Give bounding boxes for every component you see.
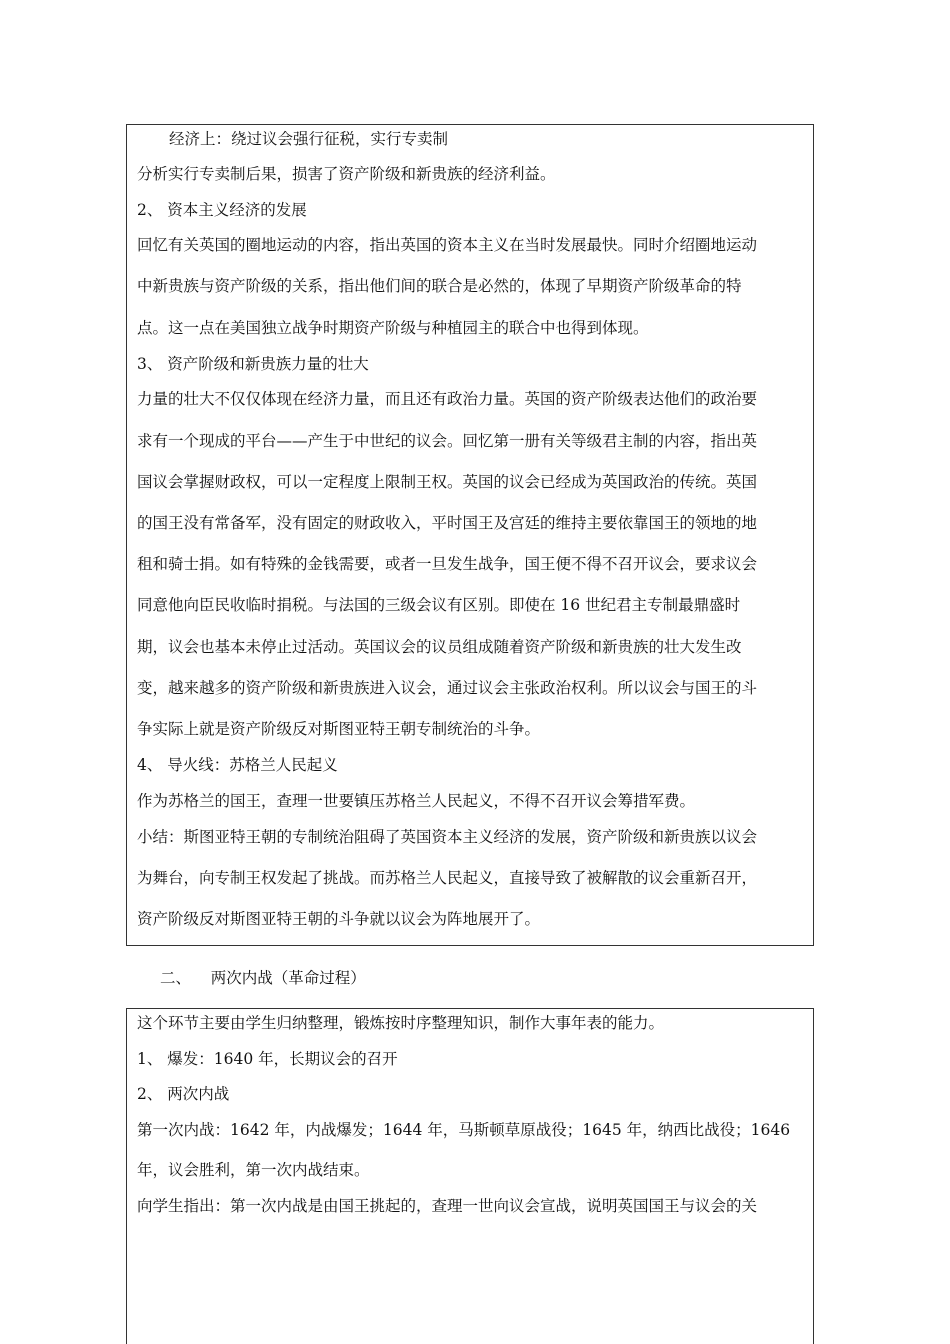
text-line: 第一次内战：1642 年，内战爆发；1644 年，马斯顿草原战役；1645 年，纳西比战役；1646 (137, 1121, 791, 1139)
text-line: 力量的壮大不仅仅体现在经济力量，而且还有政治力量。英国的资产阶级表达他们的政治要 (137, 390, 758, 408)
text-line: 2、 两次内战 (137, 1085, 230, 1103)
text-line: 期，议会也基本未停止过活动。英国议会的议员组成随着资产阶级和新贵族的壮大发生改 (137, 638, 742, 656)
text-line: 资产阶级反对斯图亚特王朝的斗争就以议会为阵地展开了。 (137, 910, 541, 928)
text-line: 经济上：绕过议会强行征税，实行专卖制 (169, 130, 449, 148)
text-line: 回忆有关英国的圈地运动的内容，指出英国的资本主义在当时发展最快。同时介绍圈地运动 (137, 236, 758, 254)
section-heading: 二、 两次内战（革命过程） (160, 969, 366, 987)
text-line: 作为苏格兰的国王，查理一世要镇压苏格兰人民起义，不得不召开议会筹措军费。 (137, 792, 696, 810)
content-box-2 (126, 1008, 814, 1344)
content-box-1 (126, 124, 814, 946)
text-line: 4、 导火线：苏格兰人民起义 (137, 756, 338, 774)
text-line: 小结：斯图亚特王朝的专制统治阻碍了英国资本主义经济的发展，资产阶级和新贵族以议会 (137, 828, 758, 846)
text-line: 为舞台，向专制王权发起了挑战。而苏格兰人民起义，直接导致了被解散的议会重新召开， (137, 869, 758, 887)
text-line: 3、 资产阶级和新贵族力量的壮大 (137, 355, 369, 373)
text-line: 的国王没有常备军，没有固定的财政收入，平时国王及宫廷的维持主要依靠国王的领地的地 (137, 514, 758, 532)
text-line: 2、 资本主义经济的发展 (137, 201, 307, 219)
text-line: 点。这一点在美国独立战争时期资产阶级与种植园主的联合中也得到体现。 (137, 319, 649, 337)
text-line: 年，议会胜利，第一次内战结束。 (137, 1161, 370, 1179)
text-line: 向学生指出：第一次内战是由国王挑起的，查理一世向议会宣战，说明英国国王与议会的关 (137, 1197, 758, 1215)
text-line: 国议会掌握财政权，可以一定程度上限制王权。英国的议会已经成为英国政治的传统。英国 (137, 473, 758, 491)
text-line: 中新贵族与资产阶级的关系，指出他们间的联合是必然的，体现了早期资产阶级革命的特 (137, 277, 742, 295)
text-line: 分析实行专卖制后果，损害了资产阶级和新贵族的经济利益。 (137, 165, 556, 183)
text-line: 变，越来越多的资产阶级和新贵族进入议会，通过议会主张政治权利。所以议会与国王的斗 (137, 679, 758, 697)
text-line: 这个环节主要由学生归纳整理，锻炼按时序整理知识，制作大事年表的能力。 (137, 1014, 665, 1032)
text-line: 1、 爆发：1640 年，长期议会的召开 (137, 1050, 398, 1068)
text-line: 求有一个现成的平台——产生于中世纪的议会。回忆第一册有关等级君主制的内容，指出英 (137, 432, 758, 450)
text-line: 同意他向臣民收临时捐税。与法国的三级会议有区别。即使在 16 世纪君主专制最鼎盛时 (137, 596, 741, 614)
text-line: 租和骑士捐。如有特殊的金钱需要，或者一旦发生战争，国王便不得不召开议会，要求议会 (137, 555, 758, 573)
text-line: 争实际上就是资产阶级反对斯图亚特王朝专制统治的斗争。 (137, 720, 541, 738)
